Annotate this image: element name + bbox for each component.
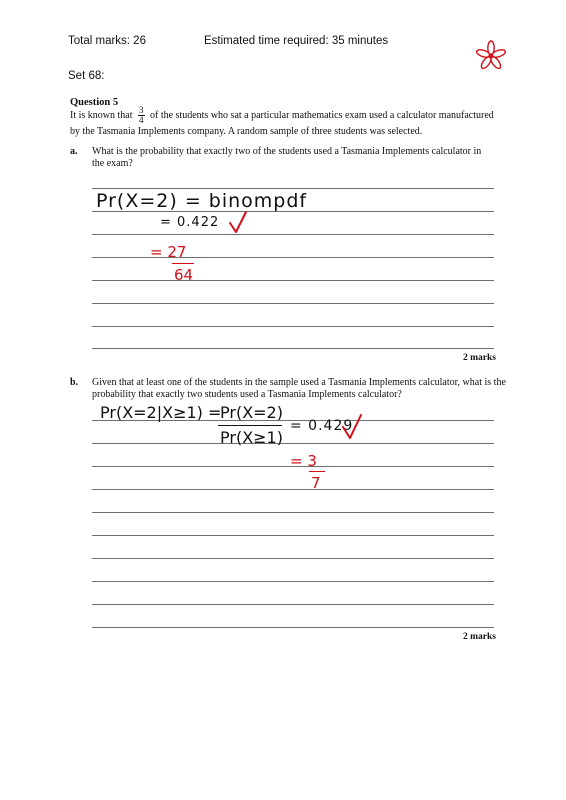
answer-line xyxy=(92,303,494,304)
part-a-question-line2: the exam? xyxy=(92,158,133,169)
answer-line xyxy=(92,188,494,189)
intro-after: of the students who sat a particular mathematics exam used a calculator manufactured xyxy=(150,109,494,121)
part-b-working-frac-num: Pr(X=2) xyxy=(220,403,283,422)
part-b-working-result: = 0.429 xyxy=(290,418,354,434)
part-a-working-line1: Pr(X=2) = binompdf xyxy=(96,190,308,212)
part-b-question-line1: Given that at least one of the students in the sample used a Tasmania Implements calculator, what is the xyxy=(92,377,506,388)
answer-line xyxy=(92,489,494,490)
part-a-marks: 2 marks xyxy=(463,353,496,363)
part-b-answer-fraction-bar xyxy=(309,471,325,472)
part-a-working-line2: = 0.422 xyxy=(160,215,220,230)
part-b-working-lhs: Pr(X=2|X≥1) = xyxy=(100,403,222,422)
time-required: Estimated time required: 35 minutes xyxy=(204,35,389,47)
part-b-working-frac-bar xyxy=(218,425,282,426)
answer-line xyxy=(92,558,494,559)
part-a-question-line1: What is the probability that exactly two of the students used a Tasmania Implements calculator in xyxy=(92,146,482,157)
intro-before: It is known that xyxy=(70,109,133,121)
answer-line xyxy=(92,234,494,235)
answer-line xyxy=(92,581,494,582)
answer-line xyxy=(92,280,494,281)
part-a-answer-numerator: = 27 xyxy=(150,243,187,261)
part-b-answer-denominator: 7 xyxy=(311,474,321,492)
fraction-numerator: 3 xyxy=(139,105,144,115)
fraction-three-quarters xyxy=(138,106,145,125)
answer-line xyxy=(92,326,494,327)
total-marks: Total marks: 26 xyxy=(68,35,146,47)
part-a-label: a. xyxy=(70,146,78,157)
part-a-answer-denominator: 64 xyxy=(174,266,194,284)
set-label: Set 68: xyxy=(68,70,105,82)
answer-line xyxy=(92,604,494,605)
question-title: Question 5 xyxy=(70,97,119,108)
answer-line xyxy=(92,512,494,513)
part-b-answer-numerator: = 3 xyxy=(290,452,317,470)
part-a-answer-fraction-bar xyxy=(172,263,194,264)
part-b-marks: 2 marks xyxy=(463,632,496,642)
check-icon xyxy=(230,212,246,232)
answer-line xyxy=(92,443,494,444)
answer-line xyxy=(92,348,494,349)
part-b-working-frac-den: Pr(X≥1) xyxy=(220,428,283,447)
answer-line xyxy=(92,535,494,536)
fraction-denominator: 4 xyxy=(139,115,144,125)
question-intro-line1 xyxy=(70,106,494,125)
question-intro-line2: by the Tasmania Implements company. A random sample of three students was selected. xyxy=(70,126,423,137)
answer-line xyxy=(92,627,494,628)
part-b-label: b. xyxy=(70,377,79,388)
part-b-question-line2: probability that exactly two students used a Tasmania Implements calculator? xyxy=(92,389,402,400)
